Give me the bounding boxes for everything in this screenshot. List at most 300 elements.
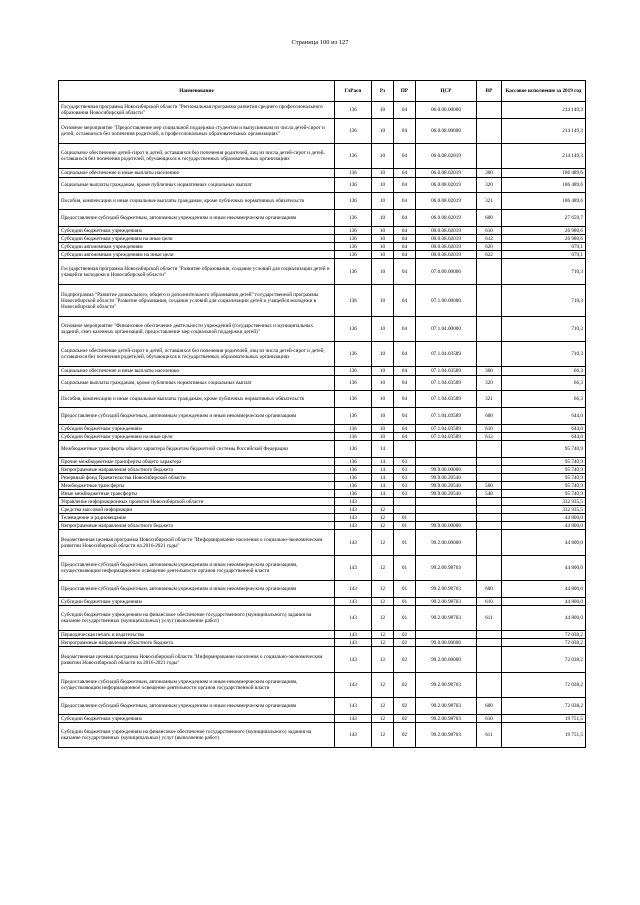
column-header-csr: ЦСР [416, 81, 477, 102]
cell-amount: 72 038,2 [502, 647, 586, 673]
table-row [59, 598, 586, 606]
table-row [59, 408, 586, 425]
cell-name: Предоставление субсидий бюджетным, автономным учреждениям и иным некоммерческим организациям [59, 210, 335, 227]
cell-csr: 99.2.00.98703 [416, 581, 477, 598]
cell-pr: 03 [394, 490, 416, 498]
cell-csr: 99.2.00.00000 [416, 530, 477, 556]
cell-rz: 12 [372, 506, 394, 514]
cell-amount: 710,3 [502, 317, 586, 342]
cell-csr: 99.0.00.20540 [416, 482, 477, 490]
cell-csr: 06.0.08.02019 [416, 210, 477, 227]
cell-glrasp: 143 [335, 715, 372, 723]
budget-table [58, 80, 586, 748]
cell-glrasp: 136 [335, 210, 372, 227]
cell-glrasp: 136 [335, 433, 372, 441]
table-row [59, 639, 586, 647]
table-row [59, 317, 586, 342]
cell-amount: 26 980,6 [502, 235, 586, 243]
table-row [59, 466, 586, 474]
cell-name: Прочие межбюджетные трансферты общего характера [59, 458, 335, 466]
table-row [59, 723, 586, 748]
cell-vr [477, 285, 502, 317]
cell-amount: 679,1 [502, 243, 586, 251]
cell-csr: 06.0.08.00000 [416, 119, 477, 144]
table-row [59, 715, 586, 723]
cell-glrasp: 136 [335, 367, 372, 376]
table-row [59, 458, 586, 466]
cell-glrasp: 143 [335, 522, 372, 530]
cell-name: Субсидии бюджетным учреждениям на финансовое обеспечение государственного (муниципального) задания на оказание государственных (муниципальных) услуг (выполнение работ) [59, 606, 335, 631]
table-row [59, 673, 586, 698]
cell-pr: 04 [394, 193, 416, 210]
table-row [59, 251, 586, 259]
cell-glrasp: 143 [335, 606, 372, 631]
cell-rz: 12 [372, 606, 394, 631]
cell-name: Подпрограмма "Развитие дошкольного, общего и дополнительного образования детей" государственной программы Новосибирской области "Развитие образования, создание условий для социализации детей и учащейся молодежи в Новосибирской области" [59, 285, 335, 317]
column-header-rz: Рз [372, 81, 394, 102]
cell-name: Управление информационных проектов Новосибирской области [59, 498, 335, 506]
cell-rz: 12 [372, 581, 394, 598]
cell-rz: 12 [372, 647, 394, 673]
table-row [59, 285, 586, 317]
cell-vr: 612 [477, 235, 502, 243]
cell-rz: 14 [372, 466, 394, 474]
cell-glrasp: 136 [335, 243, 372, 251]
cell-pr: 04 [394, 391, 416, 408]
cell-rz: 14 [372, 482, 394, 490]
cell-csr: 99.0.00.20540 [416, 474, 477, 482]
cell-vr [477, 441, 502, 458]
table-row [59, 530, 586, 556]
cell-glrasp: 136 [335, 474, 372, 482]
cell-pr: 04 [394, 210, 416, 227]
cell-csr: 99.2.00.98703 [416, 673, 477, 698]
cell-rz: 10 [372, 235, 394, 243]
cell-pr: 04 [394, 259, 416, 285]
table-row [59, 647, 586, 673]
cell-csr: 06.0.08.02019 [416, 178, 477, 193]
cell-name: Пособия, компенсации и иные социальные выплаты гражданам, кроме публичных нормативных обязательств [59, 391, 335, 408]
cell-csr: 07.1.04.03589 [416, 425, 477, 433]
cell-glrasp: 136 [335, 342, 372, 367]
cell-csr: 99.0.00.00000 [416, 466, 477, 474]
cell-vr: 622 [477, 251, 502, 259]
cell-amount: 44 800,0 [502, 514, 586, 522]
table-row [59, 522, 586, 530]
cell-name: Периодическая печать и издательства [59, 631, 335, 639]
cell-csr: 07.1.04.03589 [416, 342, 477, 367]
cell-pr: 04 [394, 102, 416, 119]
cell-glrasp: 136 [335, 482, 372, 490]
cell-amount: 95 740,9 [502, 474, 586, 482]
cell-rz: 10 [372, 193, 394, 210]
cell-rz: 14 [372, 441, 394, 458]
cell-csr: 99.2.00.98703 [416, 556, 477, 581]
cell-rz: 12 [372, 715, 394, 723]
cell-rz: 12 [372, 673, 394, 698]
cell-vr [477, 556, 502, 581]
cell-amount: 44 800,0 [502, 606, 586, 631]
cell-name: Пособия, компенсации и иные социальные выплаты гражданам, кроме публичных нормативных обязательств [59, 193, 335, 210]
cell-name: Основное мероприятие "Финансовое обеспечение деятельности учреждений (государственных и муниципальных заданий, смет казенных организаций, предоставление мер социальной поддержки детей)" [59, 317, 335, 342]
cell-vr: 500 [477, 482, 502, 490]
cell-rz: 12 [372, 598, 394, 606]
cell-name: Телевидение и радиовещание [59, 514, 335, 522]
cell-csr: 99.2.00.98703 [416, 598, 477, 606]
cell-pr: 04 [394, 367, 416, 376]
cell-glrasp: 136 [335, 119, 372, 144]
cell-pr: 01 [394, 522, 416, 530]
cell-rz: 10 [372, 376, 394, 391]
cell-vr [477, 458, 502, 466]
cell-vr [477, 466, 502, 474]
cell-rz: 10 [372, 210, 394, 227]
cell-amount: 186 489,6 [502, 193, 586, 210]
cell-pr [394, 506, 416, 514]
table-header-row [59, 81, 586, 102]
cell-amount: 95 740,9 [502, 490, 586, 498]
cell-csr: 99.0.00.00000 [416, 522, 477, 530]
page-number-label: Страница 100 из 127 [291, 39, 349, 46]
cell-vr: 612 [477, 433, 502, 441]
cell-pr: 04 [394, 169, 416, 178]
table-row [59, 425, 586, 433]
cell-pr: 04 [394, 425, 416, 433]
cell-name: Ведомственная целевая программа Новосибирской области "Информирование населения о социально-экономическом развитии Новосибирской области на 2016-2021 годы" [59, 530, 335, 556]
table-row [59, 506, 586, 514]
cell-glrasp: 143 [335, 723, 372, 748]
cell-rz: 12 [372, 631, 394, 639]
cell-name: Межбюджетные трансферты [59, 482, 335, 490]
cell-csr: 99.2.00.98703 [416, 698, 477, 715]
cell-amount: 710,3 [502, 259, 586, 285]
cell-amount: 44 800,0 [502, 522, 586, 530]
cell-glrasp: 136 [335, 376, 372, 391]
cell-csr: 99.2.00.98703 [416, 606, 477, 631]
cell-vr [477, 514, 502, 522]
cell-glrasp: 136 [335, 193, 372, 210]
cell-name: Непрограммные направления областного бюджета [59, 466, 335, 474]
cell-amount: 95 740,9 [502, 441, 586, 458]
table-row [59, 193, 586, 210]
cell-amount: 710,3 [502, 285, 586, 317]
cell-pr: 01 [394, 530, 416, 556]
cell-pr: 04 [394, 285, 416, 317]
table-row [59, 119, 586, 144]
cell-amount: 710,3 [502, 342, 586, 367]
cell-name: Субсидии бюджетным учреждениям [59, 715, 335, 723]
cell-csr: 07.1.04.03589 [416, 408, 477, 425]
cell-name: Предоставление субсидий бюджетным, автономным учреждениям и иным некоммерческим организациям, осуществляющим информационное освещение деятельности органов государственной власти [59, 673, 335, 698]
cell-pr: 04 [394, 227, 416, 235]
cell-vr: 600 [477, 698, 502, 715]
cell-pr: 01 [394, 581, 416, 598]
cell-name: Субсидии бюджетным учреждениям на иные цели [59, 433, 335, 441]
cell-name: Предоставление субсидий бюджетным, автономным учреждениям и иным некоммерческим организациям [59, 698, 335, 715]
cell-pr: 04 [394, 243, 416, 251]
table-body [59, 102, 586, 748]
cell-rz [372, 498, 394, 506]
cell-rz: 10 [372, 391, 394, 408]
cell-rz: 10 [372, 178, 394, 193]
cell-csr: 06.0.08.02019 [416, 227, 477, 235]
cell-vr: 320 [477, 376, 502, 391]
cell-vr: 620 [477, 243, 502, 251]
cell-csr [416, 458, 477, 466]
cell-csr: 07.1.04.03589 [416, 367, 477, 376]
cell-csr: 06.0.08.02019 [416, 243, 477, 251]
cell-pr: 02 [394, 715, 416, 723]
cell-amount: 72 038,2 [502, 631, 586, 639]
cell-csr [416, 506, 477, 514]
cell-vr: 320 [477, 178, 502, 193]
column-header-amount: Кассовое исполнение за 2019 год [502, 81, 586, 102]
cell-rz: 12 [372, 698, 394, 715]
table-row [59, 144, 586, 169]
cell-amount: 26 980,6 [502, 227, 586, 235]
cell-vr [477, 259, 502, 285]
table-row [59, 376, 586, 391]
cell-glrasp: 136 [335, 169, 372, 178]
cell-rz: 10 [372, 243, 394, 251]
table-row [59, 498, 586, 506]
table-row [59, 243, 586, 251]
cell-glrasp: 143 [335, 514, 372, 522]
cell-glrasp: 143 [335, 556, 372, 581]
cell-name: Субсидии бюджетным учреждениям на иные цели [59, 235, 335, 243]
cell-rz: 10 [372, 169, 394, 178]
cell-name: Социальные выплаты гражданам, кроме публичных нормативных социальных выплат [59, 178, 335, 193]
cell-amount: 72 038,2 [502, 698, 586, 715]
cell-rz: 10 [372, 227, 394, 235]
cell-name: Резервный фонд Правительства Новосибирской области [59, 474, 335, 482]
cell-csr [416, 631, 477, 639]
column-header-vr: ВР [477, 81, 502, 102]
cell-name: Субсидии автономным учреждениям [59, 243, 335, 251]
cell-rz: 14 [372, 458, 394, 466]
cell-name: Предоставление субсидий бюджетным, автономным учреждениям и иным некоммерческим организациям [59, 581, 335, 598]
cell-amount: 66,3 [502, 391, 586, 408]
cell-name: Субсидии бюджетным учреждениям [59, 425, 335, 433]
cell-rz: 10 [372, 433, 394, 441]
cell-vr [477, 474, 502, 482]
cell-name: Субсидии бюджетным учреждениям [59, 227, 335, 235]
cell-amount: 214 149,3 [502, 144, 586, 169]
cell-rz: 12 [372, 639, 394, 647]
cell-vr: 610 [477, 227, 502, 235]
cell-name: Социальное обеспечение детей-сирот и детей, оставшихся без попечения родителей, лиц из числа детей-сирот и детей, оставшихся без попечения родителей, обучающихся в государственных образовательных организациях [59, 342, 335, 367]
cell-vr: 611 [477, 606, 502, 631]
cell-glrasp: 136 [335, 458, 372, 466]
cell-vr: 300 [477, 367, 502, 376]
cell-csr: 06.0.08.02019 [416, 169, 477, 178]
table-row [59, 210, 586, 227]
cell-csr: 07.1.04.03589 [416, 376, 477, 391]
cell-amount: 72 038,2 [502, 639, 586, 647]
cell-rz: 10 [372, 119, 394, 144]
cell-amount: 27 659,7 [502, 210, 586, 227]
cell-pr: 04 [394, 342, 416, 367]
cell-pr: 03 [394, 474, 416, 482]
cell-pr: 01 [394, 606, 416, 631]
cell-rz: 12 [372, 556, 394, 581]
cell-name: Непрограммные направления областного бюджета [59, 522, 335, 530]
cell-rz: 10 [372, 425, 394, 433]
cell-rz: 12 [372, 514, 394, 522]
cell-vr: 300 [477, 169, 502, 178]
cell-name: Социальное обеспечение детей-сирот и детей, оставшихся без попечения родителей, лиц из числа детей-сирот и детей, оставшихся без попечения родителей, обучающихся в государственных образовательных организациях [59, 144, 335, 169]
cell-amount: 95 740,9 [502, 466, 586, 474]
cell-pr: 01 [394, 598, 416, 606]
cell-name: Иные межбюджетные трансферты [59, 490, 335, 498]
cell-pr: 04 [394, 408, 416, 425]
cell-pr: 04 [394, 251, 416, 259]
cell-amount: 95 740,9 [502, 458, 586, 466]
cell-pr: 02 [394, 723, 416, 748]
cell-pr: 02 [394, 673, 416, 698]
cell-glrasp: 143 [335, 506, 372, 514]
column-header-pr: ПР [394, 81, 416, 102]
cell-vr: 610 [477, 715, 502, 723]
cell-glrasp: 136 [335, 285, 372, 317]
cell-glrasp: 136 [335, 490, 372, 498]
cell-vr: 611 [477, 723, 502, 748]
cell-glrasp: 143 [335, 581, 372, 598]
cell-name: Ведомственная целевая программа Новосибирской области "Информирование населения о социально-экономическом развитии Новосибирской области на 2016-2021 годы" [59, 647, 335, 673]
table-row [59, 556, 586, 581]
cell-csr: 99.0.00.00000 [416, 639, 477, 647]
cell-vr: 600 [477, 210, 502, 227]
cell-name: Социальные выплаты гражданам, кроме публичных нормативных социальных выплат [59, 376, 335, 391]
cell-glrasp: 143 [335, 647, 372, 673]
cell-glrasp: 143 [335, 530, 372, 556]
cell-name: Основное мероприятие "Предоставление мер социальной поддержки студентам и выпускникам из числа детей-сирот и детей, оставшихся без попечения родителей, в профессиональных образовательных организациях" [59, 119, 335, 144]
cell-vr: 600 [477, 408, 502, 425]
table-row [59, 235, 586, 243]
cell-vr: 610 [477, 425, 502, 433]
table-row [59, 102, 586, 119]
cell-name: Субсидии автономным учреждениям на иные цели [59, 251, 335, 259]
cell-amount: 644,0 [502, 425, 586, 433]
cell-pr: 04 [394, 433, 416, 441]
cell-amount: 44 800,0 [502, 581, 586, 598]
cell-rz: 14 [372, 474, 394, 482]
cell-glrasp: 143 [335, 631, 372, 639]
cell-glrasp: 136 [335, 178, 372, 193]
table-row [59, 433, 586, 441]
cell-glrasp: 143 [335, 639, 372, 647]
cell-glrasp: 136 [335, 408, 372, 425]
cell-vr [477, 119, 502, 144]
cell-csr [416, 514, 477, 522]
cell-glrasp: 136 [335, 425, 372, 433]
cell-vr [477, 506, 502, 514]
cell-name: Государственная программа Новосибирской области "Региональная программа развития среднего профессионального образования Новосибирской области" [59, 102, 335, 119]
cell-vr [477, 673, 502, 698]
cell-pr: 01 [394, 514, 416, 522]
table-row [59, 631, 586, 639]
cell-pr: 01 [394, 556, 416, 581]
cell-vr [477, 631, 502, 639]
cell-vr [477, 342, 502, 367]
table-row [59, 474, 586, 482]
cell-csr: 06.0.08.02019 [416, 193, 477, 210]
cell-amount: 44 800,0 [502, 556, 586, 581]
cell-vr: 321 [477, 391, 502, 408]
cell-csr: 06.0.08.02019 [416, 235, 477, 243]
cell-glrasp: 136 [335, 235, 372, 243]
cell-name: Социальное обеспечение и иные выплаты населению [59, 367, 335, 376]
cell-csr: 99.2.00.00000 [416, 647, 477, 673]
cell-amount: 186 489,6 [502, 169, 586, 178]
cell-csr: 07.1.04.03589 [416, 391, 477, 408]
cell-amount: 44 800,0 [502, 598, 586, 606]
cell-vr: 610 [477, 598, 502, 606]
cell-name: Предоставление субсидий бюджетным, автономным учреждениям и иным некоммерческим организациям, осуществляющим информационное освещение деятельности органов государственной власти [59, 556, 335, 581]
table-row [59, 227, 586, 235]
cell-pr: 03 [394, 466, 416, 474]
table-row [59, 482, 586, 490]
cell-pr: 02 [394, 647, 416, 673]
cell-amount: 214 149,3 [502, 102, 586, 119]
cell-name: Субсидии бюджетным учреждениям [59, 598, 335, 606]
table-row [59, 178, 586, 193]
cell-vr: 540 [477, 490, 502, 498]
table-row [59, 606, 586, 631]
cell-amount: 332 935,5 [502, 498, 586, 506]
cell-amount: 19 751,5 [502, 723, 586, 748]
cell-glrasp: 136 [335, 441, 372, 458]
cell-pr: 04 [394, 144, 416, 169]
cell-vr [477, 317, 502, 342]
cell-glrasp: 143 [335, 673, 372, 698]
cell-glrasp: 143 [335, 598, 372, 606]
cell-name: Межбюджетные трансферты общего характера бюджетам бюджетной системы Российской Федерации [59, 441, 335, 458]
cell-rz: 14 [372, 490, 394, 498]
cell-rz: 12 [372, 530, 394, 556]
cell-csr: 07.1.04.03589 [416, 433, 477, 441]
cell-amount: 19 751,5 [502, 715, 586, 723]
table-row [59, 490, 586, 498]
cell-vr: 600 [477, 581, 502, 598]
cell-amount: 66,3 [502, 376, 586, 391]
cell-name: Социальное обеспечение и иные выплаты населению [59, 169, 335, 178]
cell-name: Предоставление субсидий бюджетным, автономным учреждениям и иным некоммерческим организациям [59, 408, 335, 425]
cell-amount: 644,0 [502, 408, 586, 425]
cell-glrasp: 136 [335, 144, 372, 169]
cell-pr: 02 [394, 698, 416, 715]
cell-rz: 10 [372, 367, 394, 376]
cell-glrasp: 136 [335, 227, 372, 235]
cell-glrasp: 136 [335, 317, 372, 342]
column-header-glrasp: ГлРасп [335, 81, 372, 102]
cell-amount: 332 935,5 [502, 506, 586, 514]
cell-rz: 10 [372, 317, 394, 342]
table-row [59, 581, 586, 598]
cell-csr: 99.0.00.20540 [416, 490, 477, 498]
cell-pr: 04 [394, 235, 416, 243]
table-row [59, 441, 586, 458]
cell-pr [394, 441, 416, 458]
cell-rz: 12 [372, 723, 394, 748]
cell-amount: 186 489,6 [502, 178, 586, 193]
cell-pr: 03 [394, 482, 416, 490]
cell-glrasp: 136 [335, 102, 372, 119]
cell-amount: 95 740,9 [502, 482, 586, 490]
table-row [59, 367, 586, 376]
column-header-name: Наименование [59, 81, 335, 102]
cell-amount: 66,3 [502, 367, 586, 376]
